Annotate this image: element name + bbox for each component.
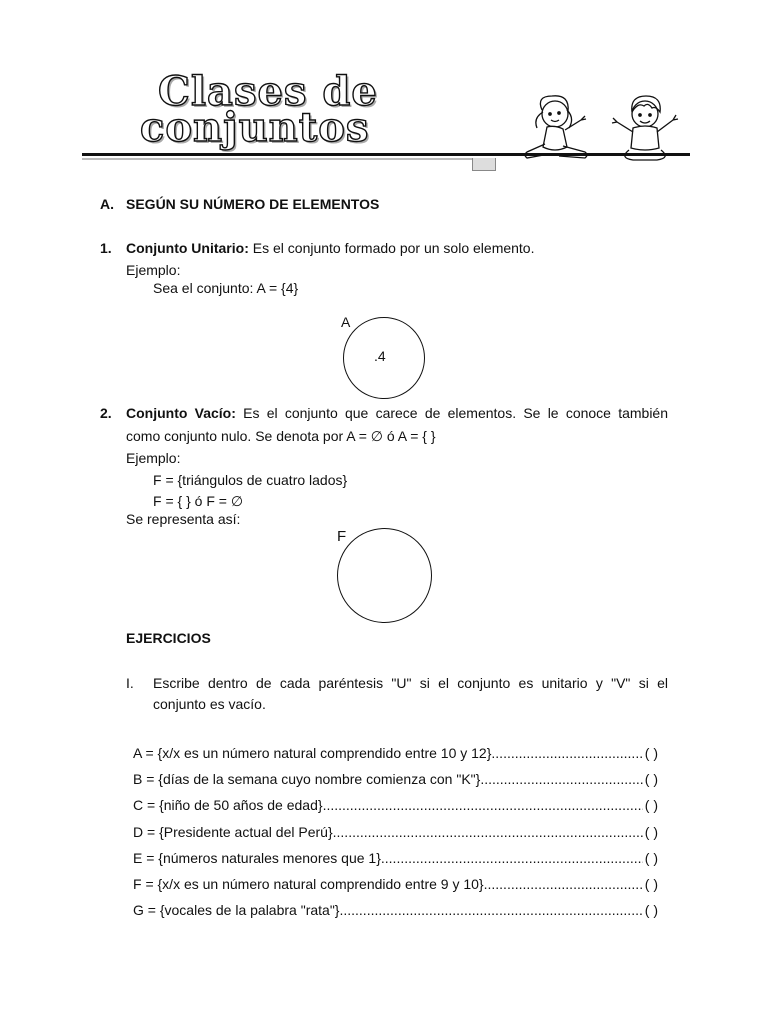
exercise-row-text: D = {Presidente actual del Perú} — [133, 823, 333, 840]
item-2-definition-text: Es el conjunto que carece de elementos. Se le conoce también — [235, 405, 669, 421]
exercise-instruction-line2: conjunto es vacío. — [153, 696, 266, 712]
leader-dots — [339, 902, 642, 918]
answer-parenthesis[interactable]: ( ) — [644, 849, 658, 866]
children-illustration — [515, 92, 695, 168]
leader-dots — [381, 850, 643, 866]
diagram-f-circle — [337, 528, 432, 623]
item-2-definition-line2: como conjunto nulo. Se denota por A = ∅ ó A = { } — [126, 428, 436, 444]
exercise-row-e — [133, 850, 658, 876]
header-rule-tab — [472, 158, 496, 171]
exercise-row-text: A = {x/x es un número natural comprendido entre 10 y 12} — [133, 745, 492, 761]
exercise-row-a — [133, 745, 658, 771]
exercise-row-b — [133, 771, 658, 797]
section-a-marker: A. — [100, 196, 114, 212]
item-1-definition — [126, 240, 535, 256]
diagram-a-label: A — [341, 314, 351, 330]
header-rule — [82, 153, 690, 156]
item-2-number: 2. — [100, 405, 112, 421]
answer-parenthesis[interactable]: ( ) — [644, 771, 658, 788]
item-1-number: 1. — [100, 240, 112, 256]
exercise-roman: I. — [126, 675, 134, 691]
item-1-example-text: Sea el conjunto: A = {4} — [153, 280, 299, 296]
answer-parenthesis[interactable]: ( ) — [644, 745, 658, 761]
exercise-row-text: F = {x/x es un número natural comprendido entre 9 y 10} — [133, 875, 484, 892]
item-2-example-label: Ejemplo: — [126, 450, 181, 466]
item-2-term: Conjunto Vacío: — [126, 405, 236, 421]
diagram-f-label: F — [337, 528, 347, 545]
title-line-2: conjuntos — [140, 104, 370, 151]
item-1-example-label: Ejemplo: — [126, 262, 181, 278]
title-line-1: Clases de — [158, 68, 378, 115]
section-a-title: SEGÚN SU NÚMERO DE ELEMENTOS — [126, 196, 380, 212]
item-2-example-line1: F = {triángulos de cuatro lados} — [153, 472, 348, 488]
answer-parenthesis[interactable]: ( ) — [644, 797, 658, 814]
item-2-represent-text: Se representa así: — [126, 511, 241, 527]
exercise-list — [133, 745, 658, 928]
answer-parenthesis[interactable]: ( ) — [644, 902, 658, 919]
exercises-heading: EJERCICIOS — [126, 630, 211, 646]
exercise-instruction-line1: Escribe dentro de cada paréntesis "U" si el conjunto es unitario y "V" si el — [153, 675, 668, 691]
leader-dots — [333, 824, 643, 840]
leader-dots — [484, 876, 643, 892]
item-2-example-line2: F = { } ó F = ∅ — [153, 493, 244, 509]
answer-parenthesis[interactable]: ( ) — [644, 875, 658, 892]
exercise-row-text: E = {números naturales menores que 1} — [133, 849, 381, 866]
diagram-a-element: .4 — [374, 348, 386, 364]
exercise-row-c — [133, 797, 658, 823]
item-1-term: Conjunto Unitario: — [126, 240, 249, 256]
exercise-row-f — [133, 876, 658, 902]
leader-dots — [480, 771, 642, 787]
exercise-row-d — [133, 824, 658, 850]
answer-parenthesis[interactable]: ( ) — [644, 823, 658, 840]
leader-dots — [491, 745, 642, 761]
exercise-row-text: B = {días de la semana cuyo nombre comienza con "K"} — [133, 771, 481, 788]
item-2-definition — [126, 405, 668, 421]
item-1-definition-text: Es el conjunto formado por un solo elemento. — [248, 240, 535, 256]
exercise-row-text: G = {vocales de la palabra "rata"} — [133, 902, 340, 919]
exercise-row-text: C = {niño de 50 años de edad} — [133, 797, 323, 814]
leader-dots — [323, 797, 643, 813]
header-rule-shadow — [82, 158, 494, 160]
exercise-row-g — [133, 902, 658, 928]
